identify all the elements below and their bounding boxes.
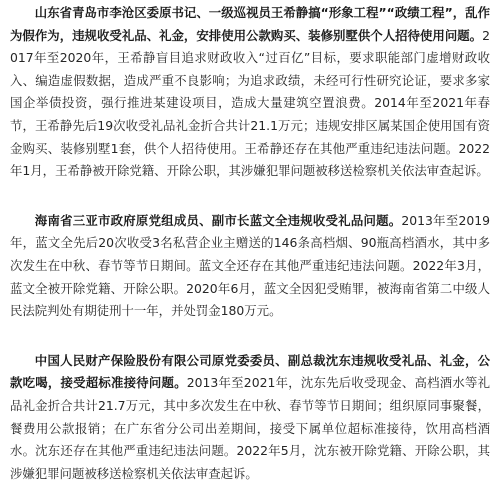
case-headline: 海南省三亚市政府原党组成员、副市长蓝文全违规收受礼品问题。 — [34, 212, 402, 228]
case-paragraph — [10, 350, 490, 485]
case-body: 2013年至2021年，沈东先后收受现金、高档酒水等礼品礼金折合共计21.7万元，其中多次发生在中秋、春节等节日期间；组织原同事聚餐，餐费用公款报销；在广东省分公司出差期间，接受下属单位超标准接待，饮用高档酒水。沈东还存在其他严重违纪违法问题。2022年5月，沈东被开除党籍、开除公职，其涉嫌犯罪问题被移送检察机关依法审查起诉。 — [10, 375, 490, 481]
case-headline: 中国人民财产保险股份有限公司原党委委员、副总裁沈东违规收受礼品、礼金，公款吃喝，接受超标准接待问题。 — [10, 352, 490, 391]
case-body: 2013年至2019年，蓝文全先后20次收受3名私营企业主赠送的146条高档烟、90瓶高档酒水，其中多次发生在中秋、春节等节日期间。蓝文全还存在其他严重违纪违法问题。2022年3月，蓝文全被开除党籍、开除公职。2020年6月，蓝文全因犯受贿罪，被海南省第二中级人民法院判处有期徒刑十一年，并处罚金180万元。 — [10, 212, 490, 319]
case-paragraph — [10, 210, 490, 323]
case-headline: 山东省青岛市李沧区委原书记、一级巡视员王希静搞“形象工程”“政绩工程”，乱作为假作为，违规收受礼品、礼金，安排使用公款购买、装修别墅供个人招待使用问题。 — [10, 5, 490, 43]
case-body: 2017年至2020年，王希静盲目追求财政收入“过百亿”目标，要求职能部门虚增财政收入、编造虚假数据，造成严重不良影响；为追求政绩，未经可行性研究论证，要求多家国企举债投资，强行推进某建设项目，造成大量建筑空置浪费。2014年至2021年春节，王希静先后19次收受礼品礼金折合共计21.1万元；违规安排区属某国企使用国有资金购买、装修别墅1套，供个人招待使用。王希静还存在其他严重违纪违法问题。2022年1月，王希静被开除党籍、开除公职，其涉嫌犯罪问题被移送检察机关依法审查起诉。 — [10, 27, 490, 179]
case-paragraph — [10, 0, 490, 183]
